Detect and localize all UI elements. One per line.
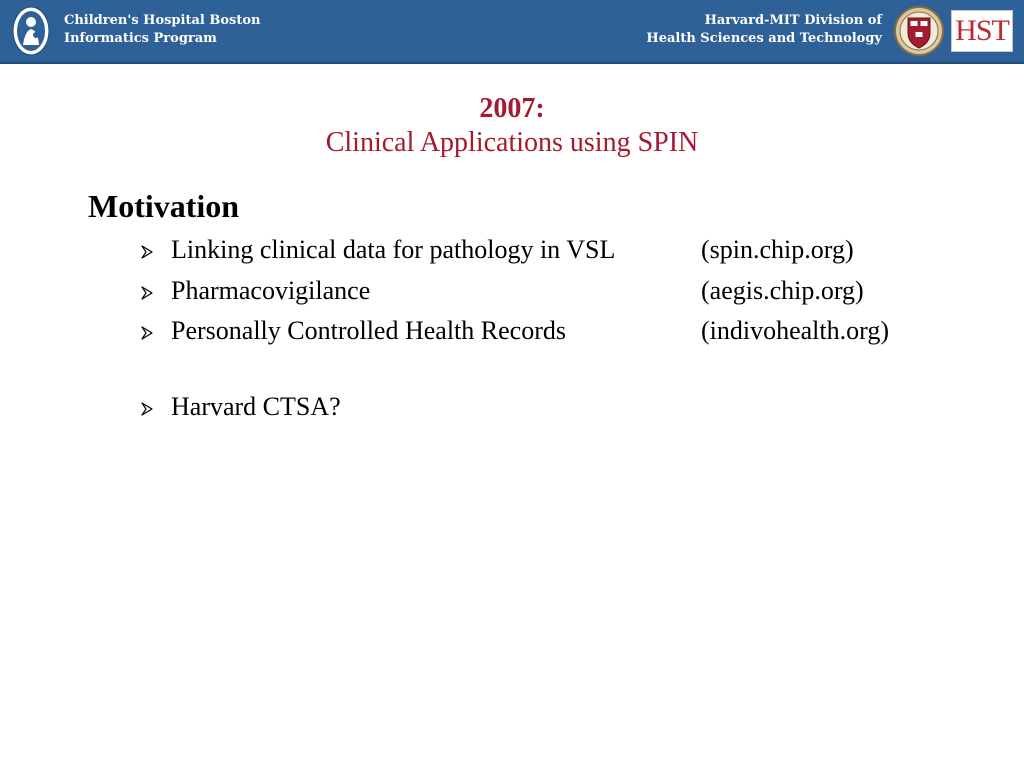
left-org-line2: Informatics Program [64,31,217,46]
right-org-line1: Harvard-MIT Division of [704,13,882,28]
bullet-url: (aegis.chip.org) [701,276,864,305]
bullet-text: Personally Controlled Health Records [171,316,566,345]
slide-title [0,92,1024,160]
bullet-item [140,274,1000,308]
bullet-item [140,314,1000,348]
bullet-text: Harvard CTSA? [171,392,341,421]
right-org-line2: Health Sciences and Technology [646,31,882,46]
bullet-item [140,390,1000,424]
slide-title-year: 2007: [479,93,545,124]
hst-logo [951,10,1013,52]
chevron-arrow-icon [140,245,154,259]
harvard-veritas-shield-icon [894,5,944,57]
chevron-arrow-icon [140,326,154,340]
chevron-arrow-icon [140,402,154,416]
bullet-item [140,233,1000,267]
bullet-url: (spin.chip.org) [701,235,854,264]
left-org-line1: Children's Hospital Boston [64,13,261,28]
bullet-text: Pharmacovigilance [171,276,371,305]
bullet-text: Linking clinical data for pathology in VSL [171,235,616,264]
right-organization-name [646,12,882,48]
slide-header [0,0,1024,64]
hst-logo-text: HST [955,14,1009,47]
section-heading: Motivation [88,188,240,224]
left-organization-name [64,12,260,48]
bullet-url: (indivohealth.org) [701,316,889,345]
slide-title-subject: Clinical Applications using SPIN [325,127,699,158]
children-hospital-seal-icon [11,5,51,57]
chevron-arrow-icon [140,286,154,300]
